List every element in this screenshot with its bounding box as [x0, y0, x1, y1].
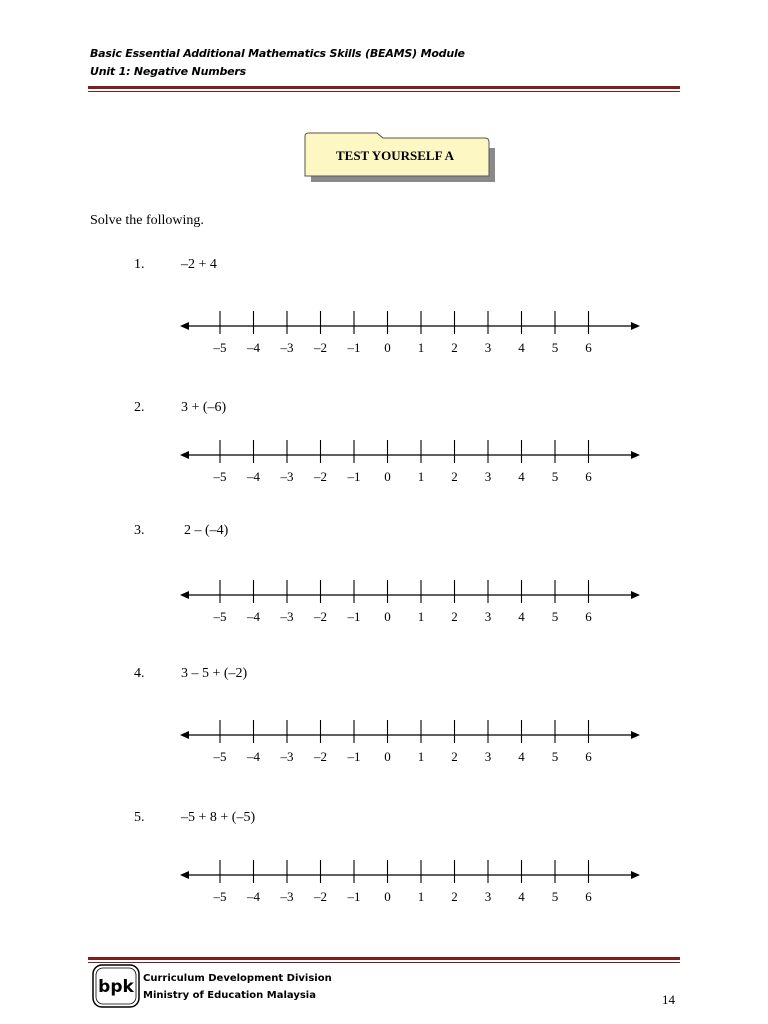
- tick-label: 3: [484, 749, 492, 764]
- footer-rule-thick: [88, 957, 680, 960]
- tick-label: –3: [280, 889, 294, 904]
- tick-label: 0: [384, 469, 391, 484]
- tick-label: 2: [451, 749, 458, 764]
- tick-label: –3: [280, 609, 294, 624]
- tick-label: 4: [518, 340, 525, 355]
- tick-label: –5: [213, 889, 227, 904]
- number-line-5: [178, 855, 642, 905]
- tick-label: –5: [213, 749, 227, 764]
- tick-label: –5: [213, 340, 227, 355]
- question-number: 1.: [134, 257, 145, 272]
- number-line-2: [178, 435, 642, 485]
- tick-label: 3: [484, 340, 492, 355]
- tick-label: 1: [417, 469, 425, 484]
- tick-label: 2: [451, 469, 458, 484]
- arrow-right-icon: [631, 451, 640, 459]
- tick-label: 5: [551, 469, 559, 484]
- arrow-right-icon: [631, 591, 640, 599]
- arrow-left-icon: [180, 591, 189, 599]
- arrow-left-icon: [180, 451, 189, 459]
- question-expression: 3 + (–6): [181, 400, 227, 415]
- tick-label: 4: [518, 469, 525, 484]
- number-line-4: [178, 715, 642, 765]
- module-title: Basic Essential Additional Mathematics Skills (BEAMS) Module: [90, 47, 465, 60]
- question-expression: 2 – (–4): [184, 523, 229, 538]
- tick-label: –5: [213, 609, 227, 624]
- tick-label: 2: [451, 609, 458, 624]
- tick-label: –4: [247, 889, 260, 904]
- tick-label: 5: [551, 889, 559, 904]
- header-rule-thin: [88, 91, 680, 92]
- footer-division: Curriculum Development Division: [143, 973, 332, 984]
- tick-label: 5: [551, 340, 559, 355]
- unit-title: Unit 1: Negative Numbers: [90, 65, 246, 78]
- bpk-logo: [92, 964, 140, 1008]
- question-expression: 3 – 5 + (–2): [181, 666, 248, 681]
- tick-label: 5: [551, 749, 559, 764]
- test-yourself-heading: TEST YOURSELF A: [335, 148, 454, 163]
- tick-label: 6: [585, 749, 592, 764]
- tick-label: 6: [585, 340, 592, 355]
- instruction-text: Solve the following.: [90, 213, 204, 228]
- test-yourself-box: [303, 132, 495, 184]
- tick-label: 4: [518, 889, 525, 904]
- tick-label: –2: [314, 340, 327, 355]
- tick-label: –2: [314, 609, 327, 624]
- tick-label: 1: [417, 340, 425, 355]
- page-number: 14: [662, 992, 675, 1007]
- tick-label: 5: [551, 609, 559, 624]
- tick-label: 1: [417, 749, 425, 764]
- header-rule-thick: [88, 86, 680, 89]
- arrow-right-icon: [631, 322, 640, 330]
- tick-label: 0: [384, 749, 391, 764]
- number-line-3: [178, 575, 642, 625]
- arrow-right-icon: [631, 871, 640, 879]
- tick-label: –2: [314, 749, 327, 764]
- tick-label: –4: [247, 749, 260, 764]
- number-line-1: [178, 306, 642, 356]
- arrow-left-icon: [180, 731, 189, 739]
- footer-ministry: Ministry of Education Malaysia: [143, 990, 316, 1001]
- tick-label: 1: [417, 609, 425, 624]
- arrow-left-icon: [180, 322, 189, 330]
- tick-label: 3: [484, 889, 492, 904]
- tick-label: –1: [347, 889, 361, 904]
- question-number: 5.: [134, 810, 145, 825]
- tick-label: –5: [213, 469, 227, 484]
- question-expression: –5 + 8 + (–5): [181, 810, 256, 825]
- question-number: 2.: [134, 400, 145, 415]
- logo-text: bpk: [98, 977, 134, 997]
- tick-label: 0: [384, 609, 391, 624]
- tick-label: 6: [585, 469, 592, 484]
- tick-label: 4: [518, 749, 525, 764]
- tick-label: 0: [384, 340, 391, 355]
- tick-label: 3: [484, 469, 492, 484]
- question-expression: –2 + 4: [181, 257, 217, 272]
- tick-label: –2: [314, 889, 327, 904]
- tick-label: –1: [347, 609, 361, 624]
- tick-label: –2: [314, 469, 327, 484]
- tick-label: 6: [585, 889, 592, 904]
- tick-label: 4: [518, 609, 525, 624]
- tick-label: –4: [247, 469, 260, 484]
- tick-label: –1: [347, 340, 361, 355]
- tick-label: –4: [247, 340, 260, 355]
- question-number: 3.: [134, 523, 145, 538]
- tick-label: –3: [280, 749, 294, 764]
- tick-label: –4: [247, 609, 260, 624]
- tick-label: –3: [280, 469, 294, 484]
- arrow-right-icon: [631, 731, 640, 739]
- question-number: 4.: [134, 666, 145, 681]
- tick-label: 2: [451, 889, 458, 904]
- tick-label: –3: [280, 340, 294, 355]
- tick-label: –1: [347, 469, 361, 484]
- tick-label: 3: [484, 609, 492, 624]
- tick-label: 1: [417, 889, 425, 904]
- arrow-left-icon: [180, 871, 189, 879]
- tick-label: 6: [585, 609, 592, 624]
- tick-label: 0: [384, 889, 391, 904]
- tick-label: 2: [451, 340, 458, 355]
- tick-label: –1: [347, 749, 361, 764]
- footer-rule-thin: [88, 962, 680, 963]
